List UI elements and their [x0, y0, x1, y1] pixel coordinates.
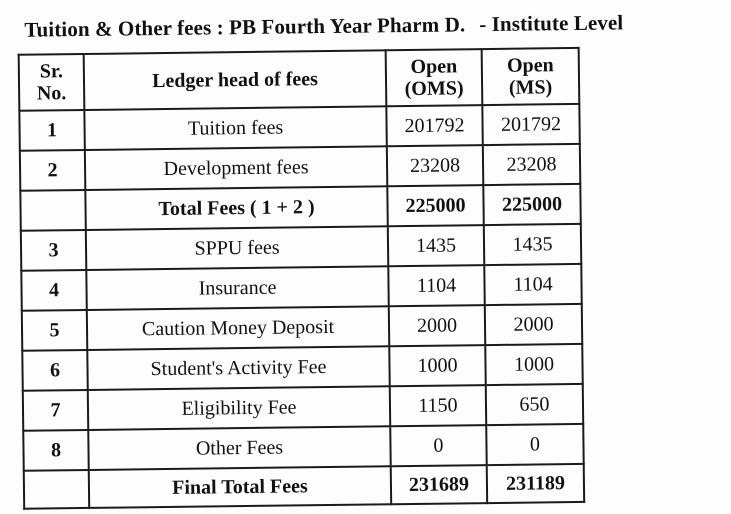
- open-oms-cell: 1435: [388, 225, 484, 266]
- sr-cell: [24, 470, 89, 509]
- open-ms-cell: 1000: [485, 344, 582, 385]
- open-oms-cell: 225000: [387, 185, 483, 226]
- table-row: [22, 304, 582, 351]
- table-row: [20, 144, 580, 191]
- open-ms-cell: 23208: [483, 144, 580, 185]
- ledger-head-cell: Student's Activity Fee: [87, 346, 389, 390]
- header-sr-no: Sr. No.: [19, 54, 85, 111]
- table-row-total: [24, 464, 584, 509]
- open-oms-cell: 1150: [390, 385, 486, 426]
- sr-cell: [20, 190, 85, 231]
- open-oms-cell: 201792: [386, 105, 482, 146]
- document-title: [24, 10, 623, 42]
- open-ms-cell: 201792: [482, 104, 579, 145]
- ledger-head-cell: Caution Money Deposit: [87, 306, 389, 350]
- header-open-oms: Open (OMS): [386, 49, 483, 106]
- ledger-head-cell: Other Fees: [88, 426, 390, 470]
- fees-table: [18, 47, 586, 510]
- table-row: [23, 384, 583, 431]
- sr-cell: 6: [22, 350, 87, 391]
- open-ms-cell: 650: [486, 384, 583, 425]
- sr-cell: 2: [20, 150, 85, 191]
- header-open-ms: Open (MS): [482, 48, 580, 105]
- ledger-head-cell: Tuition fees: [84, 106, 386, 150]
- title-suffix: - Institute Level: [479, 10, 624, 37]
- sr-cell: 5: [22, 310, 87, 351]
- ledger-head-cell: SPPU fees: [86, 226, 388, 270]
- table-row: [19, 104, 579, 151]
- table-header-row: [19, 48, 580, 111]
- title-main: Tuition & Other fees : PB Fourth Year Pharm D.: [24, 12, 466, 42]
- ledger-head-cell: Development fees: [85, 146, 387, 190]
- table-row: [21, 224, 581, 271]
- open-oms-cell: 1000: [389, 345, 485, 386]
- ledger-head-cell: Total Fees ( 1 + 2 ): [85, 186, 387, 230]
- sr-cell: 1: [19, 110, 84, 151]
- open-ms-cell: 0: [486, 424, 583, 465]
- open-ms-cell: 2000: [485, 304, 582, 345]
- open-ms-cell: 225000: [483, 184, 580, 225]
- open-ms-cell: 231189: [487, 464, 584, 503]
- sr-cell: 8: [23, 430, 88, 471]
- ledger-head-cell: Eligibility Fee: [88, 386, 390, 430]
- table-row: [21, 264, 581, 311]
- sr-cell: 7: [23, 390, 88, 431]
- table-row: [22, 344, 582, 391]
- sr-cell: 4: [21, 270, 86, 311]
- table-row: [23, 424, 583, 471]
- open-oms-cell: 0: [390, 425, 486, 466]
- ledger-head-cell: Final Total Fees: [89, 466, 391, 508]
- open-ms-cell: 1435: [484, 224, 581, 265]
- open-ms-cell: 1104: [484, 264, 581, 305]
- header-ledger-head: Ledger head of fees: [84, 50, 387, 110]
- open-oms-cell: 1104: [388, 265, 484, 306]
- open-oms-cell: 2000: [389, 305, 485, 346]
- open-oms-cell: 23208: [387, 145, 483, 186]
- ledger-head-cell: Insurance: [86, 266, 388, 310]
- open-oms-cell: 231689: [391, 465, 487, 504]
- sr-cell: 3: [21, 230, 86, 271]
- table-row-total: [20, 184, 580, 231]
